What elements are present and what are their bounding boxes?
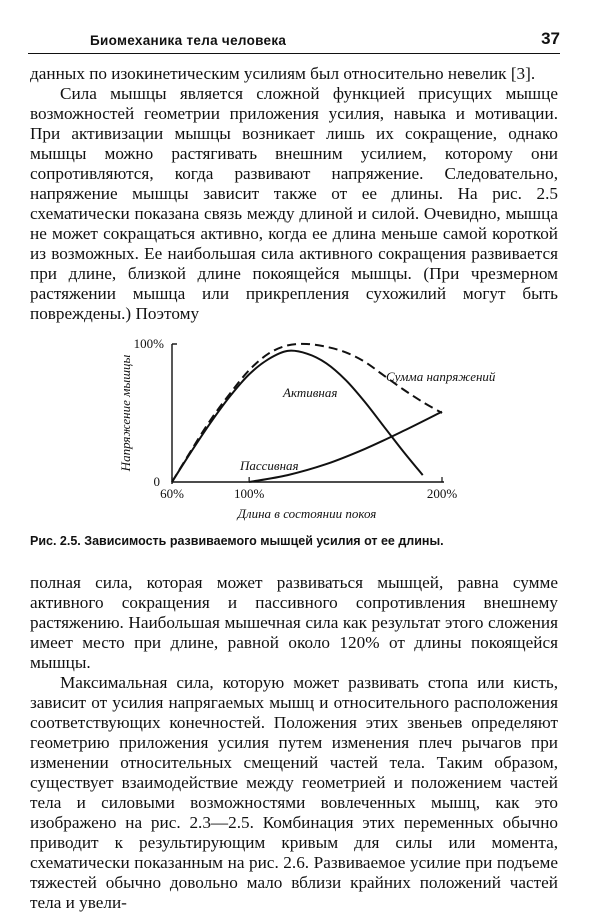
y-tick-label: 100%	[133, 336, 164, 351]
x-tick-label: 60%	[160, 486, 184, 501]
x-tick-label: 200%	[426, 486, 458, 501]
figure-2-5	[0, 330, 600, 545]
length-tension-chart	[0, 330, 600, 530]
y-axis-label: Напряжение мышцы	[118, 354, 133, 472]
paragraph: полная сила, которая может развиваться мышцей, равна сумме активного сокращения и пассивного сопротивления внешнему растяжению. Наибольшая мышечная сила как результат этого сложения имеет место при длине, равной около 120% от длины покоящейся мышцы.	[30, 573, 558, 672]
running-header	[28, 29, 560, 51]
paragraph: Сила мышцы является сложной функцией присущих мышце возможностей геометрии приложения усилия, навыка и мотивации. При активизации мышцы возникает лишь их сокращение, однако мышцы можно растягивать внешним усилием, которому они сопротивляются, когда развивают напряжение. Следовательно, напряжение мышцы зависит также от ее длины. На рис. 2.5 схематически показана связь между длиной и силой. Очевидно, мышца не может сокращаться активно, когда ее длина меньше самой короткой из возможных. Ее наибольшая сила активного сокращения развивается при длине, близкой длине покоящейся мышцы. (При чрезмерном растяжении мышца или прикрепления сухожилий могут быть повреждены.) Поэтому	[30, 84, 558, 323]
paragraph: данных по изокинетическим усилиям был относительно невелик [3].	[30, 64, 536, 83]
text-after-figure	[30, 573, 558, 913]
x-axis-label: Длина в состоянии покоя	[237, 506, 377, 521]
y-tick-label: 0	[153, 474, 160, 489]
series-label-passive: Пассивная	[240, 458, 299, 473]
series-label-active: Активная	[283, 385, 338, 400]
x-tick-label: 100%	[233, 486, 265, 501]
series-total-curve	[172, 344, 442, 482]
page-number: 37	[541, 29, 560, 48]
running-header-title: Биомеханика тела человека	[90, 33, 287, 48]
text-before-figure	[30, 64, 558, 324]
header-rule	[28, 53, 560, 54]
series-label-total: Сумма напряжений	[386, 369, 496, 384]
figure-caption: Рис. 2.5. Зависимость развиваемого мышцей усилия от ее длины.	[30, 534, 444, 548]
paragraph: Максимальная сила, которую может развивать стопа или кисть, зависит от усилия напрягаемых мышц и относительного расположения соответствующих конечностей. Положения этих звеньев определяют геометрию приложения усилия путем изменения плеч рычагов при изменении относительных смещений частей тела. Таким образом, существует взаимодействие между геометрией и положением частей тела и силовыми возможностями вовлеченных мышц, как это изображено на рис. 2.3—2.5. Комбинация этих переменных обычно приводит к результирующим кривым для силы или момента, схематически показанным на рис. 2.6. Развиваемое усилие при подъеме тяжестей обычно довольно мало вблизи крайних положений частей тела и увели-	[30, 673, 558, 912]
